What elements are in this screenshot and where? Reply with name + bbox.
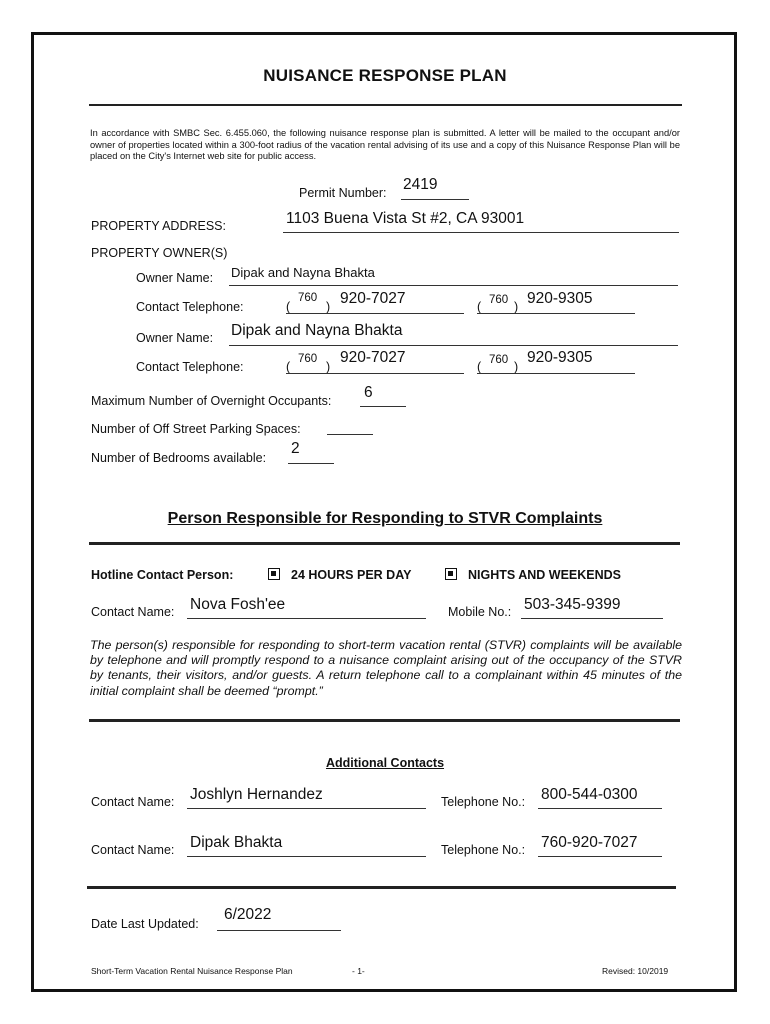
additional-contact-name-label: Contact Name: [91,843,175,857]
hotline-contact-name-line [187,618,426,619]
owner-name-value[interactable]: Dipak and Nayna Bhakta [231,322,403,339]
phone-paren-open: ( [286,300,291,314]
owner-phone2-line [477,373,635,374]
owner-phone1-number[interactable]: 920-7027 [340,349,406,366]
footer-document-name: Short-Term Vacation Rental Nuisance Response Plan [91,966,293,976]
max-occupants-value[interactable]: 6 [364,384,373,401]
section-divider [87,886,676,889]
phone-paren-close: ) [514,300,519,314]
owner-phone1-area[interactable]: 760 [298,353,318,365]
responsible-section-title: Person Responsible for Responding to STVR Complaints [167,510,603,527]
phone-paren-close: ) [326,300,331,314]
owner-name-label: Owner Name: [136,331,214,345]
responsibility-statement: The person(s) responsible for responding to short-term vacation rental (STVR) complaints will be available by telephone and will promptly respond to a nuisance complaint arising out of the occupancy of the STVR by tenants, their visitors, and/or guests. A return telephone call to a complainant within 45 minutes of the initial complaint shall be deemed “prompt.” [90,638,682,698]
additional-contact-phone-line [538,808,662,809]
owner-phone1-line [286,313,464,314]
hotline-contact-name-label: Contact Name: [91,605,175,619]
additional-contact-phone-label: Telephone No.: [441,795,526,809]
owner-phone2-area[interactable]: 760 [489,294,509,306]
nights-weekends-label: NIGHTS AND WEEKENDS [468,568,622,582]
owner-phone2-line [477,313,635,314]
additional-contact-name-value[interactable]: Dipak Bhakta [190,834,283,851]
owner-phone1-line [286,373,464,374]
owner-phone2-number[interactable]: 920-9305 [527,349,593,366]
additional-contact-phone-line [538,856,662,857]
max-occupants-line [360,406,406,407]
hotline-contact-name-value[interactable]: Nova Fosh'ee [190,596,286,613]
owner-phone2-area[interactable]: 760 [489,354,509,366]
permit-number-label: Permit Number: [299,186,387,200]
title-divider [89,104,682,106]
additional-contact-name-value[interactable]: Joshlyn Hernandez [190,786,323,803]
mobile-number-value[interactable]: 503-345-9399 [524,596,621,613]
parking-spaces-label: Number of Off Street Parking Spaces: [91,422,301,436]
owner-name-line [229,345,678,346]
permit-number-value[interactable]: 2419 [403,176,438,193]
owner-phone1-number[interactable]: 920-7027 [340,290,406,307]
property-address-label: PROPERTY ADDRESS: [91,219,226,233]
additional-contact-name-line [187,808,426,809]
date-updated-value[interactable]: 6/2022 [224,906,272,923]
owner-name-line [229,285,678,286]
section-divider [89,719,680,722]
mobile-number-line [521,618,663,619]
footer-revised-date: Revised: 10/2019 [602,966,669,976]
additional-contact-name-line [187,856,426,857]
permit-number-line [401,199,469,200]
hotline-contact-label: Hotline Contact Person: [91,568,234,582]
additional-contacts-title: Additional Contacts [325,756,445,770]
phone-paren-close: ) [514,360,519,374]
intro-paragraph: In accordance with SMBC Sec. 6.455.060, the following nuisance response plan is submitted. A letter will be mailed to the occupant and/or owner of properties located within a 300-foot radius of the vacation rental advising of its use and a copy of this Nuisance Response Plan will be placed on the City's Internet web site for public access. [90,128,680,161]
max-occupants-label: Maximum Number of Overnight Occupants: [91,394,332,408]
footer-page-number: - 1- [352,966,365,976]
property-address-value[interactable]: 1103 Buena Vista St #2, CA 93001 [286,210,525,227]
date-updated-label: Date Last Updated: [91,917,199,931]
bedrooms-value[interactable]: 2 [291,440,300,457]
contact-telephone-label: Contact Telephone: [136,300,244,314]
bedrooms-label: Number of Bedrooms available: [91,451,267,465]
owner-phone2-number[interactable]: 920-9305 [527,290,593,307]
phone-paren-open: ( [477,360,482,374]
mobile-number-label: Mobile No.: [448,605,512,619]
phone-paren-open: ( [286,360,291,374]
24-hours-checkbox[interactable] [268,568,280,580]
owner-name-value[interactable]: Dipak and Nayna Bhakta [231,265,375,280]
additional-contact-phone-label: Telephone No.: [441,843,526,857]
phone-paren-close: ) [326,360,331,374]
parking-spaces-line [327,434,373,435]
24-hours-label: 24 HOURS PER DAY [291,568,412,582]
property-owners-label: PROPERTY OWNER(S) [91,246,228,260]
date-updated-line [217,930,341,931]
additional-contact-phone-value[interactable]: 760-920-7027 [541,834,638,851]
bedrooms-line [288,463,334,464]
owner-name-label: Owner Name: [136,271,214,285]
property-address-line [283,232,679,233]
additional-contact-name-label: Contact Name: [91,795,175,809]
phone-paren-open: ( [477,300,482,314]
owner-phone1-area[interactable]: 760 [298,292,318,304]
contact-telephone-label: Contact Telephone: [136,360,244,374]
document-title: NUISANCE RESPONSE PLAN [263,66,507,85]
additional-contact-phone-value[interactable]: 800-544-0300 [541,786,638,803]
nights-weekends-checkbox[interactable] [445,568,457,580]
section-divider [89,542,680,545]
